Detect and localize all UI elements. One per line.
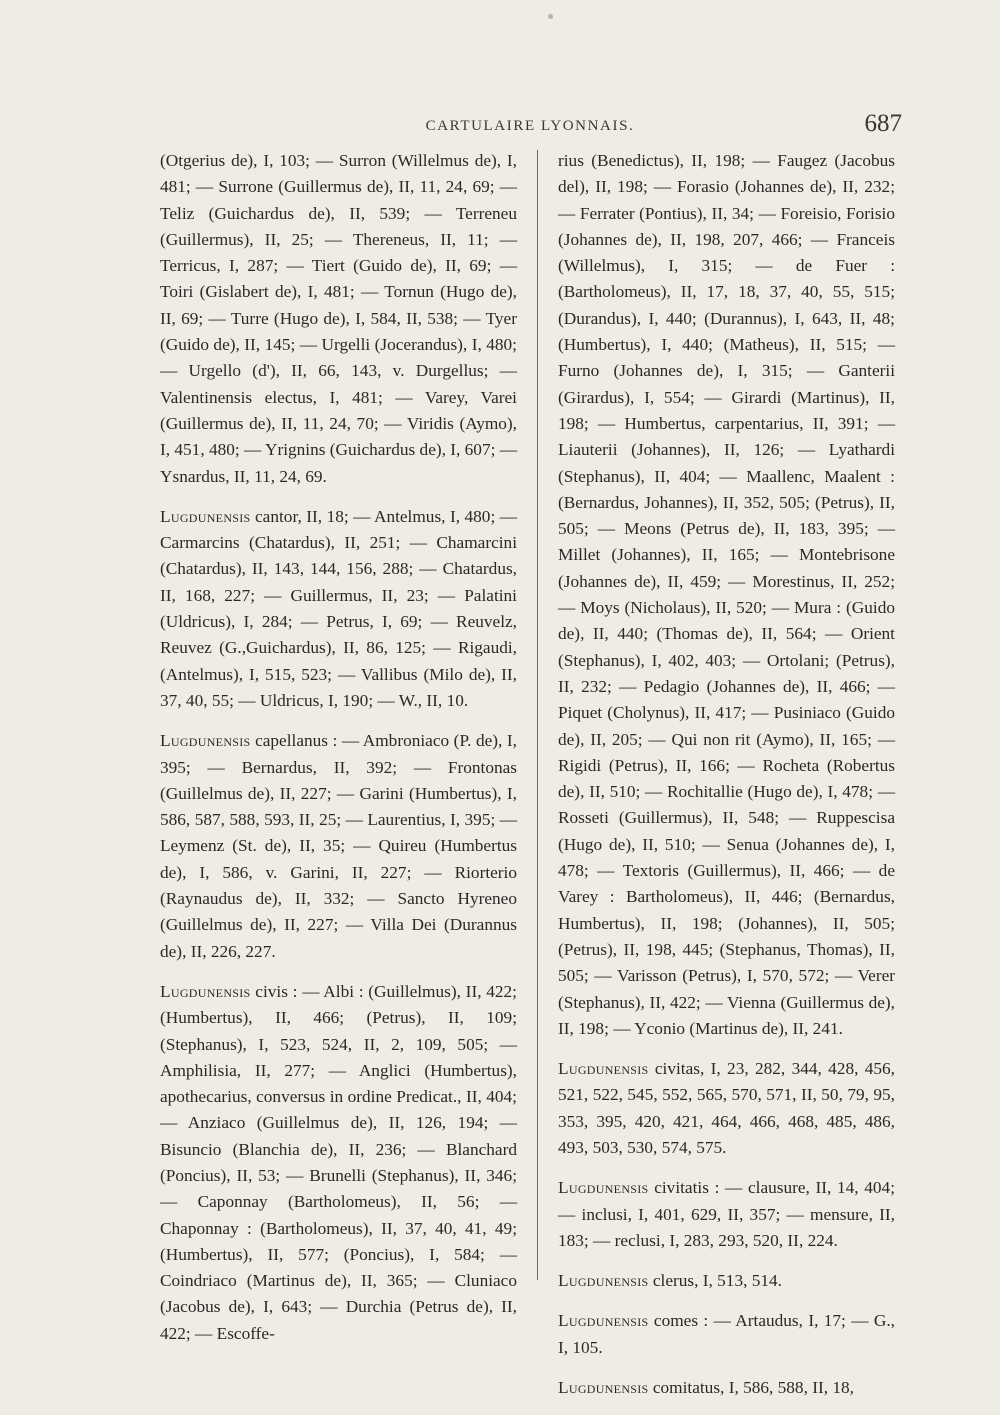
index-entry: [160, 979, 517, 1347]
left-column: [160, 148, 517, 1361]
index-entry: [160, 728, 517, 965]
entry-heading: Lugdunensis: [558, 1311, 649, 1331]
entry-text: comes : — Artaudus, I, 17; — G., I, 105.: [558, 1311, 895, 1357]
left-continuation-paragraph: (Otgerius de), I, 103; — Surron (Willelmus de), I, 481; — Surrone (Guillermus de), II, 11, 24, 69; — Teliz (Guichardus de), II, 539; — Terreneu (Guillermus), II, 25; — Thereneus, II, 11; — Terricus, I, 287; — Tiert (Guido de), II, 69; — Toiri (Gislabert de), I, 481; — Tornun (Hugo de), II, 69; — Turre (Hugo de), I, 584, II, 538; — Tyer (Guido de), II, 145; — Urgelli (Jocerandus), I, 480; — Urgello (d'), II, 66, 143, v. Durgellus; — Valentinensis electus, I, 481; — Varey, Varei (Guillermus de), II, 11, 24, 70; — Viridis (Aymo), I, 451, 480; — Yrignins (Guichardus de), I, 607; — Ysnardus, II, 11, 24, 69.: [160, 151, 517, 486]
index-entry: [558, 1375, 895, 1401]
paper-speck: [548, 14, 553, 19]
index-entry: [558, 1308, 895, 1361]
entry-heading: Lugdunensis: [558, 1271, 649, 1291]
entry-heading: Lugdunensis: [160, 981, 251, 1001]
column-divider: [537, 150, 538, 1280]
right-column: [558, 148, 895, 1415]
entry-heading: Lugdunensis: [160, 731, 251, 751]
entry-text: comitatus, I, 586, 588, II, 18,: [652, 1378, 854, 1398]
entry-text: cantor, II, 18; — Antelmus, I, 480; — Carmarcins (Chatardus), II, 251; — Chamarcini (Chatardus), II, 143, 144, 156, 288; — Chatardus, II, 168, 227; — Guillermus, II, 23; — Palatini (Uldricus), I, 284; — Petrus, I, 69; — Reuvelz, Reuvez (G.,Guichardus), II, 86, 125; — Rigaudi, (Antelmus), I, 515, 523; — Vallibus (Milo de), II, 37, 40, 55; — Uldricus, I, 190; — W., II, 10.: [160, 506, 517, 710]
right-continuation-paragraph: rius (Benedictus), II, 198; — Faugez (Jacobus del), II, 198; — Forasio (Johannes de), II, 232; — Ferrater (Pontius), II, 34; — Foreisio, Forisio (Johannes de), II, 198, 207, 466; — Franceis (Willelmus), I, 315; — de Fuer : (Bartholomeus), II, 17, 18, 37, 40, 55, 515; (Durandus), I, 440; (Durannus), I, 643, II, 48; (Humbertus), I, 440; (Matheus), II, 515; — Furno (Johannes de), I, 315; — Ganterii (Girardus), I, 554; — Girardi (Martinus), II, 198; — Humbertus, carpentarius, II, 391; — Liauterii (Johannes), II, 126; — Lyathardi (Stephanus), II, 404; — Maallenc, Maalent : (Bernardus, Johannes), II, 352, 505; (Petrus), II, 505; — Meons (Petrus de), II, 183, 395; — Millet (Johannes), II, 165; — Montebrisone (Johannes de), II, 459; — Morestinus, II, 252; — Moys (Nicholaus), II, 520; — Mura : (Guido de), II, 440; (Thomas de), II, 564; — Orient (Stephanus), I, 402, 403; — Ortolani; (Petrus), II, 232; — Pedagio (Johannes de), II, 466; — Piquet (Cholynus), II, 417; — Pusiniaco (Guido de), II, 205; — Qui non rit (Aymo), II, 165; — Rigidi (Petrus), II, 166; — Rocheta (Robertus de), II, 510; — Rochitallie (Hugo de), I, 478; — Rosseti (Guillermus), II, 548; — Ruppescisa (Hugo de), II, 510; — Senua (Johannes de), I, 478; — Textoris (Guillermus), II, 466; — de Varey : Bartholomeus), II, 446; (Bernardus, Humbertus), II, 198; (Johannes), II, 505; (Petrus), II, 198, 445; (Stephanus, Thomas), II, 505; — Varisson (Petrus), I, 570, 572; — Verer (Stephanus), II, 422; — Vienna (Guillermus de), II, 198; — Yconio (Martinus de), II, 241.: [558, 151, 895, 1038]
entry-text: capellanus : — Ambroniaco (P. de), I, 395; — Bernardus, II, 392; — Frontonas (Guillelmus de), II, 227; — Garini (Humbertus), I, 586, 587, 588, 593, II, 25; — Laurentius, I, 395; — Leymenz (St. de), II, 35; — Quireu (Humbertus de), I, 586, v. Garini, II, 227; — Riorterio (Raynaudus de), II, 332; — Sancto Hyreneo (Guillelmus de), II, 227; — Villa Dei (Durannus de), II, 226, 227.: [160, 731, 517, 961]
index-entry: [558, 1268, 895, 1294]
running-title: CARTULAIRE LYONNAIS.: [425, 118, 635, 134]
index-entry: [160, 504, 517, 714]
index-entry: [558, 1175, 895, 1254]
index-entry: [558, 1056, 895, 1161]
entry-heading: Lugdunensis: [558, 1059, 649, 1079]
entry-text: clerus, I, 513, 514.: [652, 1271, 782, 1291]
entry-heading: Lugdunensis: [160, 506, 251, 526]
entry-heading: Lugdunensis: [558, 1178, 649, 1198]
entry-text: civitatis : — clausure, II, 14, 404; — inclusi, I, 401, 629, II, 357; — mensure, II, 183; — reclusi, I, 283, 293, 520, II, 224.: [558, 1178, 896, 1250]
entry-text: civitas, I, 23, 282, 344, 428, 456, 521, 522, 545, 552, 565, 570, 571, II, 50, 79, 95, 353, 395, 420, 421, 464, 466, 468, 485, 486, 493, 503, 530, 574, 575.: [558, 1059, 895, 1157]
page-number: 687: [864, 110, 902, 137]
entry-heading: Lugdunensis: [558, 1378, 649, 1398]
entry-text: civis : — Albi : (Guillelmus), II, 422; (Humbertus), II, 466; (Petrus), II, 109; (Stephanus), I, 523, 524, II, 2, 109, 505; — Amphilisia, II, 277; — Anglici (Humbertus), apothecarius, conversus in ordine Predicat., II, 404; — Anziaco (Guillelmus de), II, 126, 194; — Bisuncio (Blanchia de), II, 236; — Blanchard (Poncius), II, 53; — Brunelli (Stephanus), II, 346; — Caponnay (Bartholomeus), II, 56; — Chaponnay : (Bartholomeus), II, 37, 40, 41, 49; (Humbertus), II, 577; (Poncius), I, 584; — Coindriaco (Martinus de), II, 365; — Cluniaco (Jacobus de), I, 643; — Durchia (Petrus de), II, 422; — Escoffe-: [160, 981, 517, 1343]
